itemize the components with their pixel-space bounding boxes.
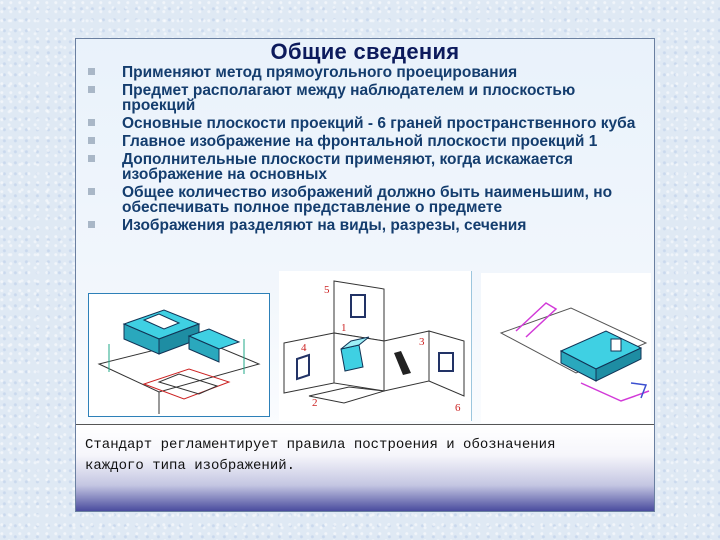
bullet-square-icon xyxy=(88,188,95,195)
bullet-item xyxy=(86,65,651,80)
projection-figure-isometric xyxy=(88,293,270,417)
bullet-item xyxy=(86,218,651,233)
plane-number-label: 3 xyxy=(419,336,425,348)
plane-number-label: 2 xyxy=(312,397,318,409)
bullet-text: Главное изображение на фронтальной плоскости проекций 1 xyxy=(122,133,598,150)
bullet-text: Дополнительные плоскости применяют, когда искажается изображение на основных xyxy=(122,151,573,183)
caption-box xyxy=(76,424,654,511)
bullet-text: Предмет располагают между наблюдателем и плоскостью проекций xyxy=(122,82,576,114)
plane-number-label: 6 xyxy=(455,402,461,414)
bullet-square-icon xyxy=(88,221,95,228)
bullet-item xyxy=(86,185,651,215)
slide-title: Общие сведения xyxy=(270,39,460,64)
bullet-square-icon xyxy=(88,68,95,75)
projection-planes-drawing xyxy=(279,271,471,421)
plane-number-label: 1 xyxy=(341,322,347,334)
section-view-figure xyxy=(481,273,651,423)
bullet-square-icon xyxy=(88,137,95,144)
caption-text: Стандарт регламентирует правила построения и обозначения каждого типа изображений. xyxy=(85,437,556,474)
bullet-item xyxy=(86,152,651,182)
section-part-drawing xyxy=(481,273,651,423)
bullet-square-icon xyxy=(88,86,95,93)
bullet-text: Общее количество изображений должно быть наименьшим, но обеспечивать полное представление о предмете xyxy=(122,184,613,216)
isometric-part-drawing xyxy=(89,294,269,416)
bullet-square-icon xyxy=(88,119,95,126)
plane-number-label: 5 xyxy=(324,284,330,296)
bullet-square-icon xyxy=(88,155,95,162)
unfolded-cube-figure xyxy=(279,271,472,421)
bullet-text: Основные плоскости проекций - 6 граней пространственного куба xyxy=(122,115,636,132)
bullet-text: Изображения разделяют на виды, разрезы, сечения xyxy=(122,217,527,234)
slide xyxy=(75,38,655,512)
bullet-text: Применяют метод прямоугольного проецирования xyxy=(122,64,518,81)
bullet-item xyxy=(86,116,651,131)
bullet-list xyxy=(86,65,651,236)
plane-number-label: 4 xyxy=(301,342,307,354)
bullet-item xyxy=(86,134,651,149)
bullet-item xyxy=(86,83,651,113)
